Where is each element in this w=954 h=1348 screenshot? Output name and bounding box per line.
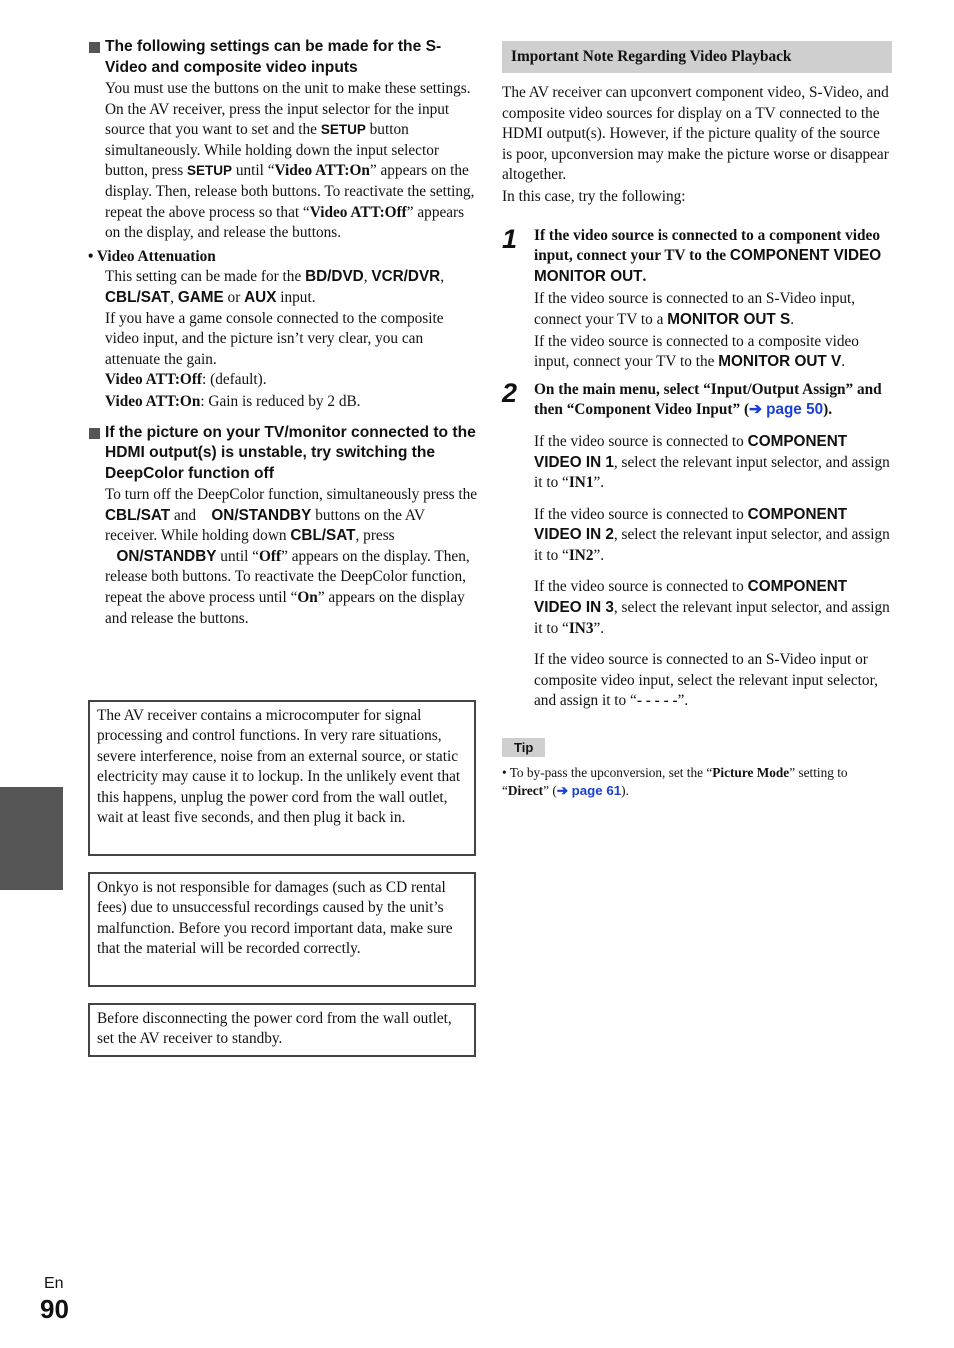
paragraph: If the video source is connected to COMPONENT VIDEO IN 2, select the relevant input selector, and assign it to “IN2”. xyxy=(534,505,890,564)
paragraph: If the video source is connected to a composite video input, connect your TV to the MONITOR OUT V. xyxy=(534,332,859,371)
step-number: 1 xyxy=(502,223,518,254)
tip-text: • To by-pass the upconversion, set the “Picture Mode” setting to “Direct” (➔ page 61). xyxy=(502,764,848,799)
paragraph: If you have a game console connected to the composite video input, and the picture isn’t very clear, you can attenuate the gain. xyxy=(105,309,444,368)
paragraph: If the video source is connected to an S-Video input, connect your TV to a MONITOR OUT S. xyxy=(534,290,856,328)
step-number: 2 xyxy=(502,377,518,408)
notice-box-standby: Before disconnecting the power cord from the wall outlet, set the AV receiver to standby. xyxy=(88,1003,476,1057)
notice-box-liability: Onkyo is not responsible for damages (such as CD rental fees) due to unsuccessful recordings caused by the unit’s malfunction. Before you record important data, make sure that the material will be recorded correctly. xyxy=(88,872,476,987)
page-link[interactable]: ➔ page 61 xyxy=(556,783,622,799)
option-off: Video ATT:Off: (default). xyxy=(105,371,267,389)
step-1 xyxy=(502,223,892,373)
left-column xyxy=(88,37,478,629)
step-title: On the main menu, select “Input/Output Assign” and then “Component Video Input” (➔ page 50). xyxy=(534,380,882,419)
tip-section xyxy=(502,738,892,801)
page-number: 90 xyxy=(40,1294,69,1324)
bullet-body xyxy=(88,267,478,412)
paragraph: You must use the buttons on the unit to make these settings. xyxy=(105,80,471,97)
paragraph: If the video source is connected to COMPONENT VIDEO IN 1, select the relevant input selector, and assign it to “IN1”. xyxy=(534,432,890,492)
section-heading-deepcolor: If the picture on your TV/monitor connected to the HDMI output(s) is unstable, try switching the DeepColor function off xyxy=(88,423,478,485)
option-on: Video ATT:On: Gain is reduced by 2 dB. xyxy=(105,392,361,410)
step-title: If the video source is connected to a component video input, connect your TV to the COMPONENT VIDEO MONITOR OUT. xyxy=(534,226,882,285)
side-tab xyxy=(0,787,63,890)
language-label: En xyxy=(44,1275,64,1292)
bullet-title: • Video Attenuation xyxy=(88,247,216,265)
tip-label: Tip xyxy=(502,738,545,757)
notice-box-microcomputer: The AV receiver contains a microcomputer for signal processing and control functions. In very rare situations, severe interference, noise from an external source, or static electricity may cause it to lockup. In the unlikely event that this happens, unplug the power cord from the wall outlet, wait at least five seconds, and then plug it back in. xyxy=(88,700,476,856)
square-bullet-icon xyxy=(89,42,100,53)
page-link[interactable]: ➔ page 50 xyxy=(749,401,824,419)
right-column xyxy=(502,41,892,801)
paragraph: On the AV receiver, press the input selector for the input source that you want to set and the SETUP button simultaneously. While holding down the input selector button, press SETUP until “Video ATT:On” appears on the display. Then, release both buttons. To reactivate the setting, repeat the above process so that “Video ATT:Off” appears on the display, and release the buttons. xyxy=(105,100,475,242)
section-banner: Important Note Regarding Video Playback xyxy=(502,41,892,73)
paragraph: This setting can be made for the BD/DVD, VCR/DVR, CBL/SAT, GAME or AUX input. xyxy=(105,268,445,306)
square-bullet-icon xyxy=(89,428,100,439)
intro-paragraph: The AV receiver can upconvert component video, S-Video, and composite video sources for display on a TV connected to the HDMI output(s). However, if the picture quality of the source is poor, upconversion may make the picture worse or disappear altogether. xyxy=(502,84,889,184)
step-2 xyxy=(502,377,892,712)
section-heading-svideo: The following settings can be made for the S-Video and composite video inputs xyxy=(88,37,478,78)
paragraph: To turn off the DeepColor function, simultaneously press the CBL/SAT and ON/STANDBY buttons on the AV receiver. While holding down CBL/SAT, press ON/STANDBY until “Off” appears on the display. Then, release both buttons. To reactivate the DeepColor function, repeat the above process until “On” appears on the display and release the buttons. xyxy=(105,486,478,627)
paragraph: If the video source is connected to COMPONENT VIDEO IN 3, select the relevant input selector, and assign it to “IN3”. xyxy=(534,578,890,637)
intro-paragraph-2: In this case, try the following: xyxy=(502,187,686,205)
paragraph: If the video source is connected to an S-Video input or composite video input, select the relevant input selector, and assign it to “- - - - -”. xyxy=(534,651,878,710)
section-body-svideo xyxy=(88,79,478,244)
section-body-deepcolor xyxy=(88,485,478,629)
